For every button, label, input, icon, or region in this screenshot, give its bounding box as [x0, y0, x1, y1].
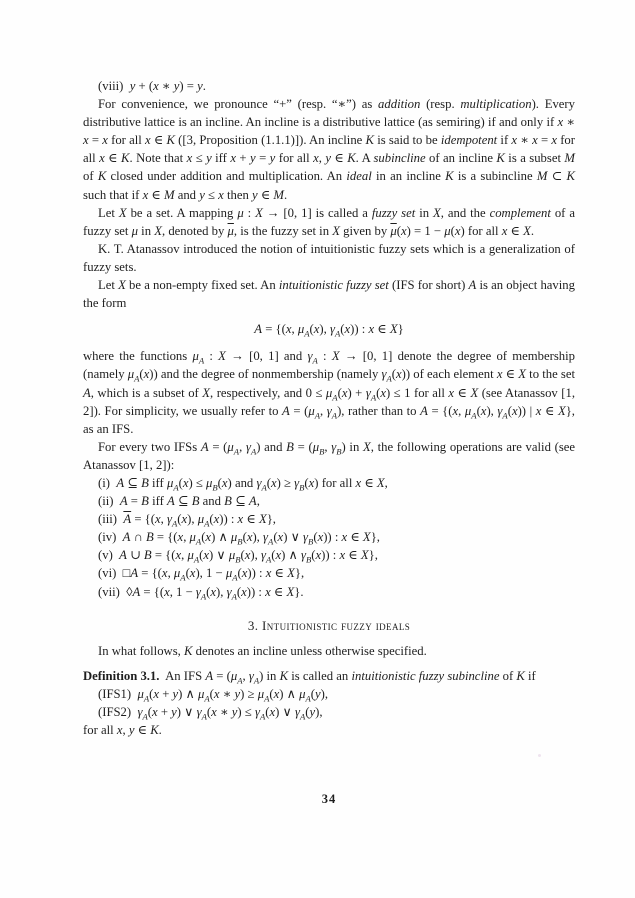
page-body	[83, 77, 575, 739]
operations-list	[83, 474, 575, 601]
paragraph-operations-intro: For every two IFSs $A = (\mu_A$, $\gamma_A$) and $B = (\mu_B$, $\gamma_B$) in X, the following operations are valid (see Atanassov [1, 2]):	[83, 439, 576, 472]
operation-item-vi: (vi) □A = {(x, $\mu_A(x)$, $1 - \mu_A(x)$) : x ∈ X},	[98, 566, 305, 583]
operation-item-i: (i) A ⊆ B iff $\mu_A(x) \le \mu_B(x)$ and $\gamma_A(x) \ge \gamma_B(x)$ for all x ∈ X,	[98, 475, 388, 493]
for-all-line: for all x, y ∈ K.	[83, 723, 162, 738]
definition-3-1: Definition 3.1. An IFS $A = (\mu_A$, $\gamma_A$) in K is called an intuitionistic fuzzy subincline of K if	[83, 668, 536, 686]
operation-item-v: (v) A ∪ B = {(x, $\mu_A(x)$ ∨ $\mu_B(x)$, $\gamma_A(x)$ ∧ $\gamma_B(x)$) : x ∈ X},	[98, 548, 378, 565]
display-formula-ifs: A = {(x, $\mu_A(x)$, $\gamma_A(x)$) : x ∈ X}	[254, 322, 404, 339]
list-item-viii: (viii) y + (x ∗ y) = y.	[98, 79, 206, 93]
paragraph-convenience: For convenience, we pronounce “+” (resp. “∗”) as addition (resp. multiplication). Every distributive lattice is an incline. An incline is a distributive lattice (as semiring) if and only if x ∗ x = x for all x ∈ K ([3, Proposition (1.1.1)]). An incline K is said to be idempotent if x ∗ x = x for all x ∈ K. Note that x ≤ y iff x + y = y for all x, y ∈ K. A subincline of an incline K is a subset M of K closed under addition and multiplication. An ideal in an incline K is a subincline M ⊂ K such that if x ∈ M and y ≤ x then y ∈ M.	[83, 97, 575, 202]
operation-item-vii: (vii) ◊A = {(x, $1 - \gamma_A(x)$, $\gamma_A(x)$) : x ∈ X}.	[98, 584, 304, 602]
scan-speck	[538, 754, 541, 757]
operation-item-ii: (ii) A = B iff A ⊆ B and B ⊆ A,	[98, 494, 260, 509]
operation-item-iii: (iii) $\overline{A} = \{(x$, $\gamma_A(x)$, $\mu_A(x)$) : x ∈ X},	[98, 512, 276, 529]
paragraph-fuzzy-set: Let X be a set. A mapping μ : X → [0, 1] is called a fuzzy set in X, and the complement of a fuzzy set μ in X, denoted by $\overline{\mu}$, is the fuzzy set in X given by $\overline{\mu}(x) = 1 - \mu(x)$ for all x ∈ X.	[83, 205, 575, 238]
paragraph-ifs-intro: Let X be a non-empty fixed set. An intuitionistic fuzzy set (IFS for short) A is an object having the form	[83, 278, 575, 311]
paragraph-where-functions: where the functions $\mu_A$ : X → [0, 1] and $\gamma_A$ : X → [0, 1] denote the degree of membership (namely $\mu_A(x)$) and the degree of nonmembership (namely $\gamma_A(x)$) of each element x ∈ X to the set A, which is a subset of X, respectively, and $0 \le \mu_A(x) + \gamma_A(x) \le 1$ for all x ∈ X (see Atanassov [1, 2]). For simplicity, we usually refer to $A = (\mu_A$, $\gamma_A$), rather than to A = {(x, $\mu_A(x)$, $\gamma_A(x)$) | x ∈ X}, as an IFS.	[83, 349, 575, 436]
condition-ifs1: (IFS1) $\mu_A(x + y)$ ∧ $\mu_A(x$ ∗ $y) \ge \mu_A(x)$ ∧ $\mu_A(y)$,	[98, 686, 329, 704]
section-heading: 3. Intuitionistic fuzzy ideals	[247, 617, 411, 633]
paragraph-atanassov: K. T. Atanassov introduced the notion of intuitionistic fuzzy sets which is a generalization of fuzzy sets.	[83, 241, 575, 274]
operation-item-iv: (iv) A ∩ B = {(x, $\mu_A(x)$ ∧ $\mu_B(x)$, $\gamma_A(x)$ ∨ $\gamma_B(x)$) : x ∈ X},	[98, 530, 380, 547]
paragraph-in-what-follows: In what follows, K denotes an incline unless otherwise specified.	[98, 643, 427, 658]
condition-ifs2: (IFS2) $\gamma_A(x + y)$ ∨ $\gamma_A(x$ ∗ $y) \le \gamma_A(x)$ ∨ $\gamma_A(y)$,	[98, 705, 323, 722]
page-number: 34	[321, 792, 337, 806]
